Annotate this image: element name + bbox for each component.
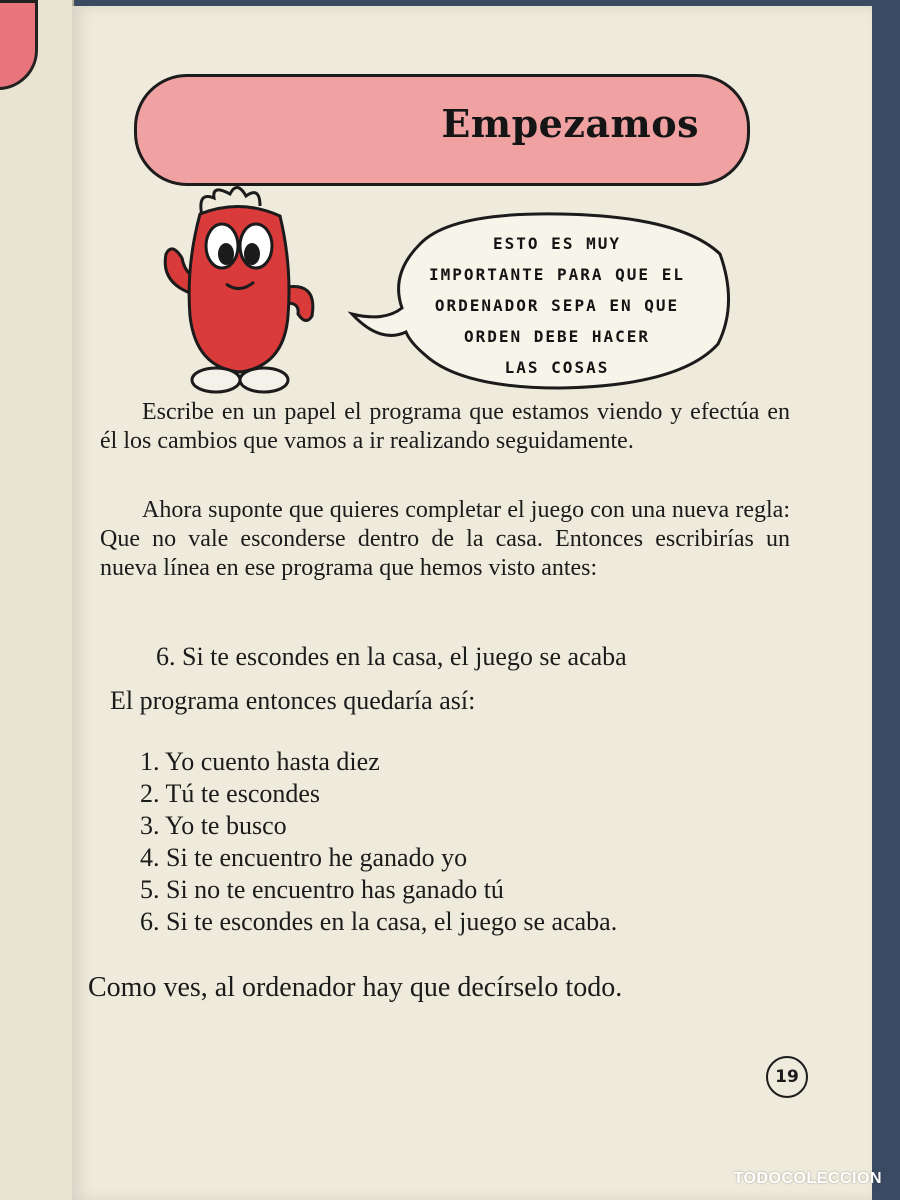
program-step: 6. Si te escondes en la casa, el juego se acaba. — [140, 907, 618, 936]
program-step: 2. Tú te escondes — [140, 779, 321, 808]
mascot-character-illustration — [142, 176, 332, 406]
speech-line: ORDENADOR SEPA EN QUE — [434, 296, 680, 315]
speech-line: IMPORTANTE PARA QUE EL — [429, 265, 685, 284]
previous-page-illustration — [0, 0, 38, 90]
program-intro: El programa entonces quedaría así: — [110, 686, 476, 715]
speech-line: LAS COSAS — [504, 358, 610, 377]
paragraph-2 — [100, 496, 790, 583]
paragraph-2-text: Ahora suponte que quieres completar el juego con una nueva regla: Que no vale esconderse dentro de la casa. Entonces escribirías un nueva línea en ese programa que hemos visto antes: — [100, 497, 790, 581]
speech-line: ESTO ES MUY — [493, 234, 621, 253]
program-step: 4. Si te encuentro he ganado yo — [140, 843, 468, 872]
book-page — [72, 6, 872, 1200]
paragraph-1 — [100, 398, 790, 456]
paragraph-1-text: Escribe en un papel el programa que estamos viendo y efectúa en él los cambios que vamos a ir realizando seguidamente. — [100, 399, 790, 454]
new-rule-line: 6. Si te escondes en la casa, el juego se acaba — [156, 642, 627, 671]
page-number-badge: 19 — [766, 1056, 808, 1098]
previous-page-edge — [0, 0, 74, 1200]
site-watermark: TODOCOLECCION — [733, 1170, 882, 1187]
closing-sentence: Como ves, al ordenador hay que decírselo todo. — [88, 972, 623, 1003]
section-header-band — [134, 74, 750, 186]
speech-line: ORDEN DEBE HACER — [463, 327, 651, 346]
program-step: 3. Yo te busco — [140, 811, 287, 840]
section-title: Empezamos — [441, 101, 699, 146]
program-step: 5. Si no te encuentro has ganado tú — [140, 875, 504, 904]
program-step: 1. Yo cuento hasta diez — [140, 747, 380, 776]
speech-bubble-text — [397, 228, 717, 383]
program-steps-list — [140, 746, 617, 938]
